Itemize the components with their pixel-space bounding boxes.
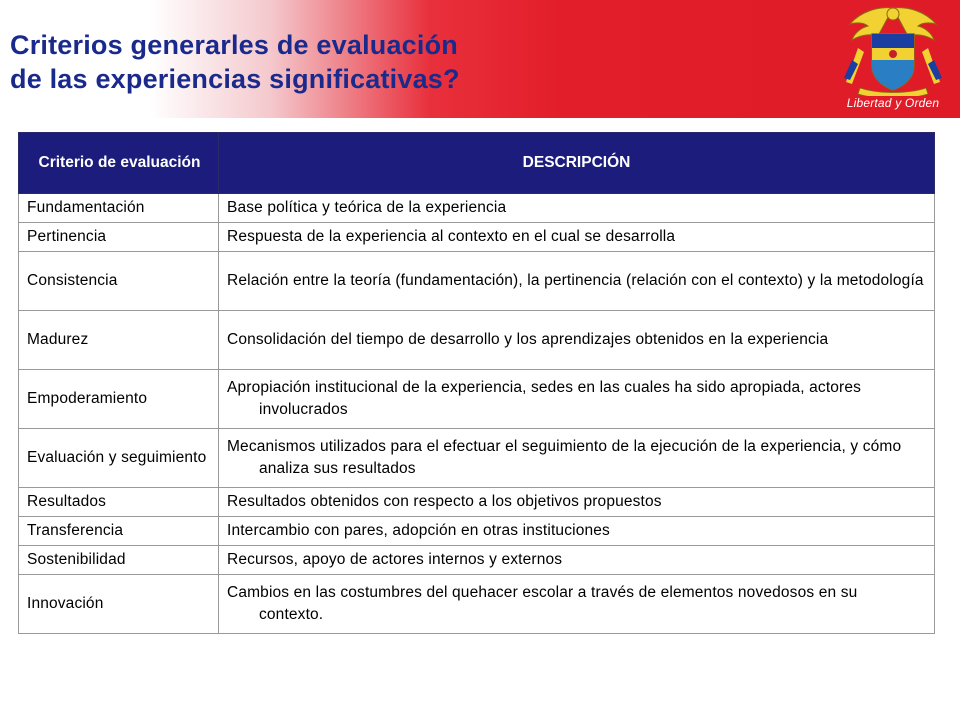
criterio-cell: Pertinencia — [19, 223, 219, 252]
table-row — [19, 517, 935, 546]
descripcion-cell: Relación entre la teoría (fundamentación), la pertinencia (relación con el contexto) y la metodología — [219, 252, 935, 311]
criterio-cell: Sostenibilidad — [19, 546, 219, 575]
table-row — [19, 370, 935, 429]
criterio-cell — [19, 429, 219, 488]
descripcion-cell: Resultados obtenidos con respecto a los objetivos propuestos — [219, 488, 935, 517]
table-row — [19, 311, 935, 370]
title-line-1: Criterios generarles de evaluación — [10, 30, 458, 60]
header-band — [0, 0, 960, 118]
descripcion-cell: Apropiación institucional de la experiencia, sedes en las cuales ha sido apropiada, actores involucrados — [219, 370, 935, 429]
criterio-cell: Empoderamiento — [19, 370, 219, 429]
column-header-descripcion: DESCRIPCIÓN — [219, 133, 935, 194]
table-row — [19, 252, 935, 311]
criterio-cell: Fundamentación — [19, 194, 219, 223]
descripcion-cell: Recursos, apoyo de actores internos y externos — [219, 546, 935, 575]
descripcion-cell: Respuesta de la experiencia al contexto en el cual se desarrolla — [219, 223, 935, 252]
criterio-cell: Madurez — [19, 311, 219, 370]
table-row — [19, 429, 935, 488]
column-header-criterio: Criterio de evaluación — [19, 133, 219, 194]
table-row — [19, 546, 935, 575]
criteria-table-container — [18, 132, 934, 634]
coat-of-arms-emblem — [838, 4, 948, 116]
criteria-table — [18, 132, 935, 634]
criterio-cell: Consistencia — [19, 252, 219, 311]
descripcion-cell: Base política y teórica de la experiencia — [219, 194, 935, 223]
criterio-cell: Transferencia — [19, 517, 219, 546]
criterio-cell: Innovación — [19, 575, 219, 634]
descripcion-cell: Intercambio con pares, adopción en otras instituciones — [219, 517, 935, 546]
descripcion-cell: Mecanismos utilizados para el efectuar el seguimiento de la ejecución de la experiencia, y cómo analiza sus resultados — [219, 429, 935, 488]
descripcion-cell: Cambios en las costumbres del quehacer escolar a través de elementos novedosos en su contexto. — [219, 575, 935, 634]
table-row — [19, 575, 935, 634]
criterio-cell: Resultados — [19, 488, 219, 517]
emblem-motto: Libertad y Orden — [846, 96, 940, 110]
table-header-row — [19, 133, 935, 194]
table-row — [19, 194, 935, 223]
table-row — [19, 488, 935, 517]
descripcion-cell: Consolidación del tiempo de desarrollo y los aprendizajes obtenidos en la experiencia — [219, 311, 935, 370]
title-line-2: de las experiencias significativas? — [10, 64, 460, 94]
criterio-cell-text: Evaluación y seguimiento — [27, 449, 207, 466]
coat-of-arms-icon — [838, 4, 948, 96]
slide-title — [10, 28, 460, 96]
table-row — [19, 223, 935, 252]
